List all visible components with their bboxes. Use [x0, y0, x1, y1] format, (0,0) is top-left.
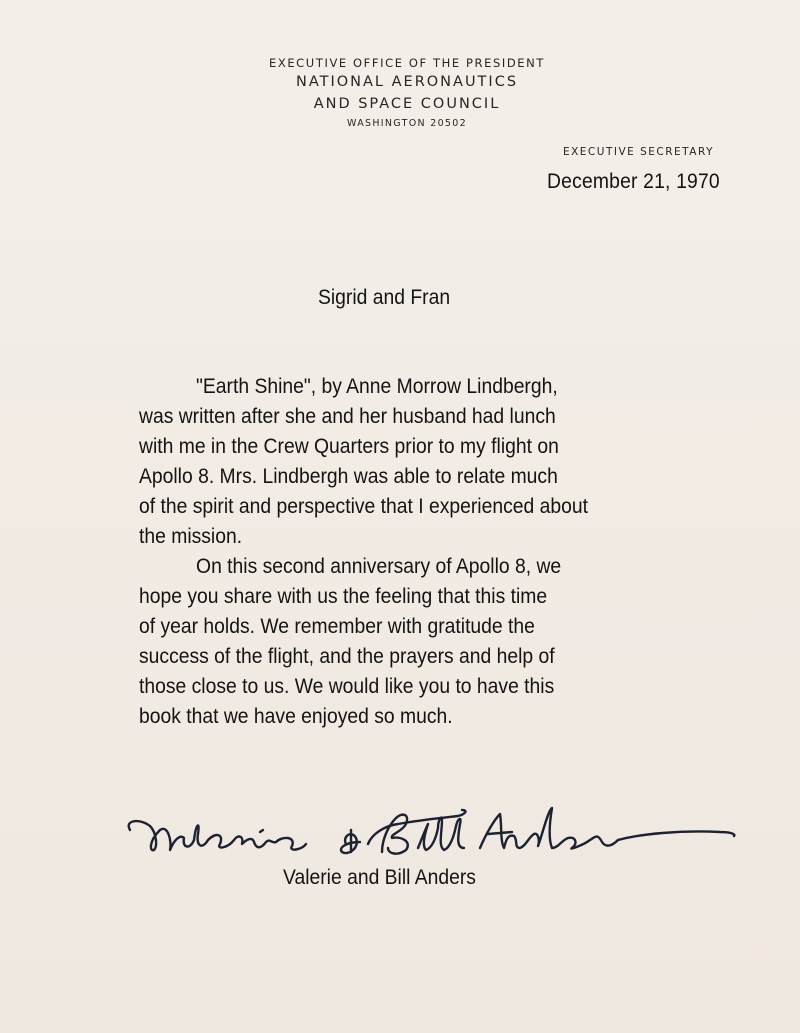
- body-line: hope you share with us the feeling that this time: [139, 585, 548, 608]
- closing-name: Valerie and Bill Anders: [283, 866, 476, 889]
- body-line: On this second anniversary of Apollo 8, we: [196, 555, 562, 578]
- letterhead-line-3: AND SPACE COUNCIL: [313, 96, 501, 112]
- paragraph: [139, 372, 691, 552]
- letterhead-line-4: WASHINGTON 20502: [347, 118, 467, 129]
- office-title: EXECUTIVE SECRETARY: [562, 146, 714, 158]
- letter-date: December 21, 1970: [547, 170, 720, 193]
- handwritten-signature: [120, 790, 750, 870]
- salutation: Sigrid and Fran: [318, 286, 451, 309]
- body-line: the mission.: [139, 525, 243, 548]
- body-line: of the spirit and perspective that I experienced about: [139, 495, 588, 518]
- body-line: success of the flight, and the prayers and help of: [139, 645, 555, 668]
- paragraph: [139, 552, 691, 732]
- body-line: of year holds. We remember with gratitude the: [139, 615, 535, 638]
- body-line: "Earth Shine", by Anne Morrow Lindbergh,: [196, 375, 558, 398]
- letterhead-line-2: NATIONAL AERONAUTICS: [295, 74, 519, 90]
- body-line: with me in the Crew Quarters prior to my flight on: [139, 435, 559, 458]
- letterhead: [0, 56, 800, 133]
- letter-body: [139, 372, 691, 732]
- body-line: was written after she and her husband had lunch: [139, 405, 556, 428]
- letterhead-line-1: EXECUTIVE OFFICE OF THE PRESIDENT: [268, 56, 546, 70]
- body-line: those close to us. We would like you to have this: [139, 675, 555, 698]
- body-line: book that we have enjoyed so much.: [139, 705, 453, 728]
- body-line: Apollo 8. Mrs. Lindbergh was able to relate much: [139, 465, 558, 488]
